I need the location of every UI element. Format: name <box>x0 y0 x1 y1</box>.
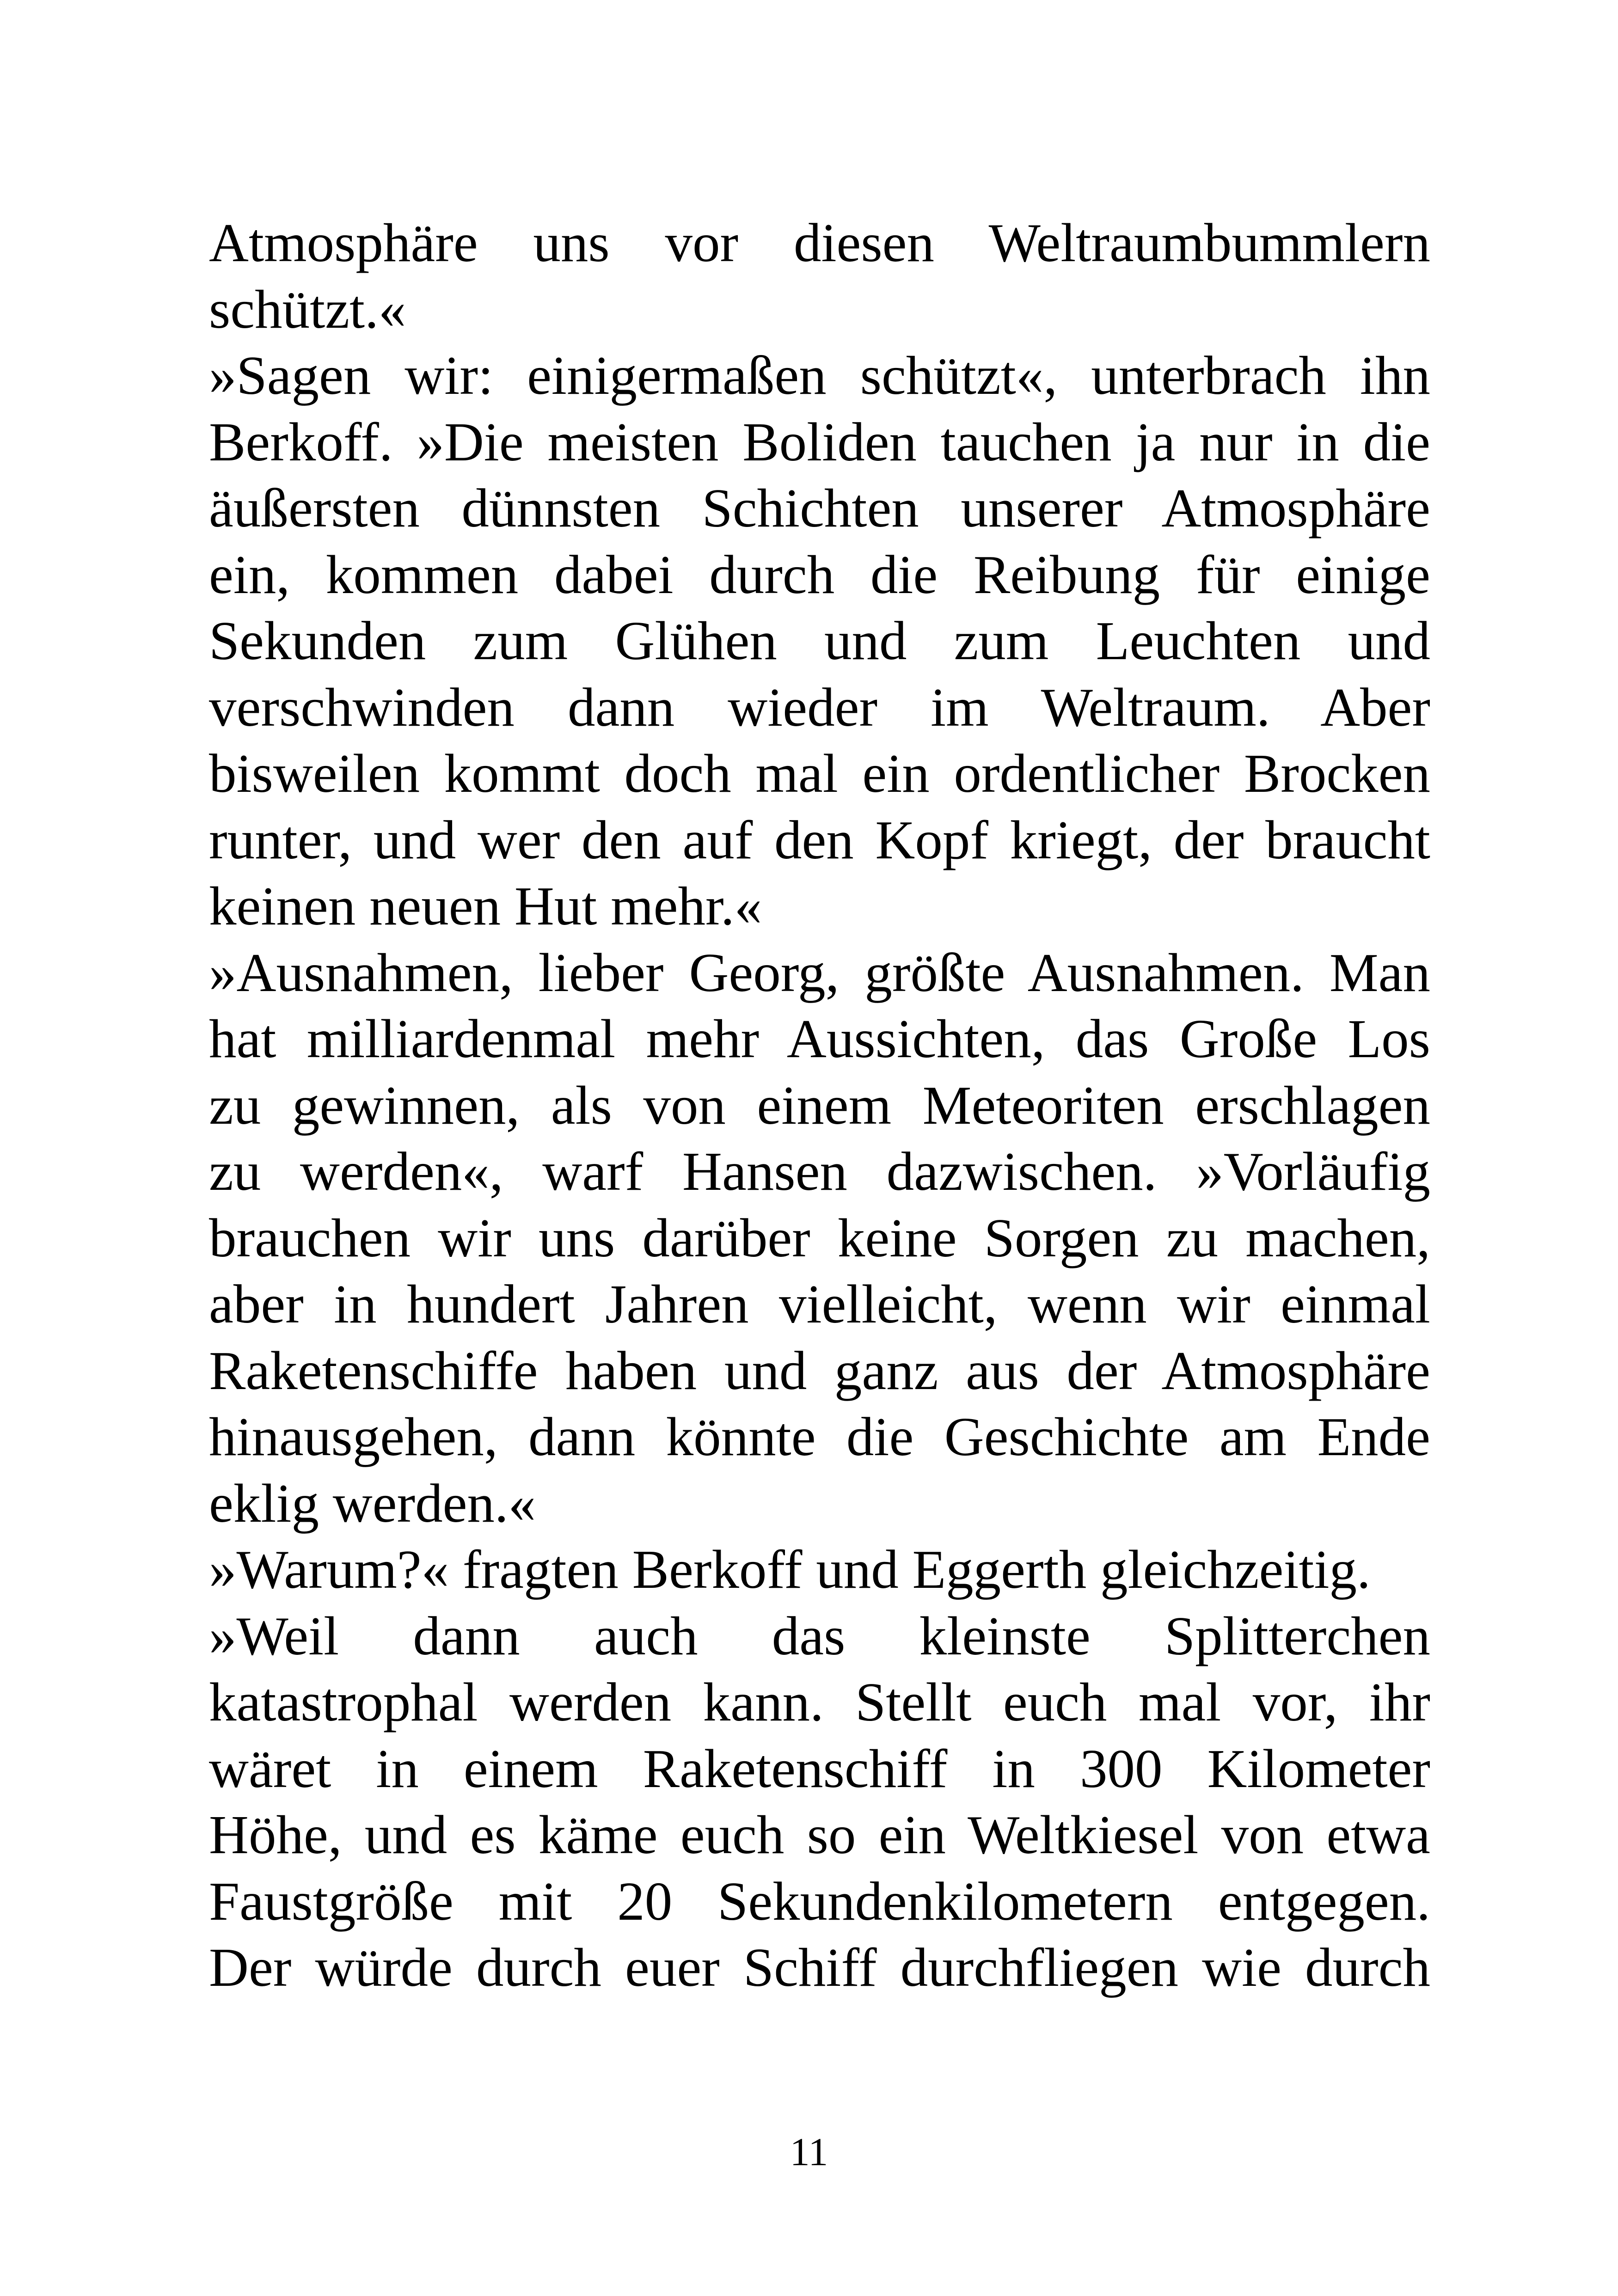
text-line: »Warum?« fragten Berkoff und Eggerth gleichzeitig. <box>209 1539 1371 1600</box>
page-number: 11 <box>790 2130 828 2174</box>
body-text <box>209 210 1430 2001</box>
text-line: katastrophal werden kann. Stellt euch mal vor, ihr <box>209 1671 1430 1733</box>
text-line: zu werden«, warf Hansen dazwischen. »Vorläufig <box>209 1141 1430 1202</box>
text-line: Der würde durch euer Schiff durchfliegen wie durch <box>209 1937 1430 1998</box>
text-line: äußersten dünnsten Schichten unserer Atmosphäre <box>209 478 1430 539</box>
text-line: Raketenschiffe haben und ganz aus der Atmosphäre <box>209 1340 1430 1401</box>
text-line: schützt.« <box>209 278 406 340</box>
text-line: zu gewinnen, als von einem Meteoriten erschlagen <box>209 1074 1430 1136</box>
text-line: Sekunden zum Glühen und zum Leuchten und <box>209 610 1430 671</box>
text-line: eklig werden.« <box>209 1472 536 1534</box>
text-line: hinausgehen, dann könnte die Geschichte am Ende <box>209 1406 1430 1467</box>
text-line: verschwinden dann wieder im Weltraum. Aber <box>209 676 1430 738</box>
text-line: hat milliardenmal mehr Aussichten, das Große Los <box>209 1008 1430 1069</box>
text-line: Berkoff. »Die meisten Boliden tauchen ja nur in die <box>209 411 1430 472</box>
text-line: »Sagen wir: einigermaßen schützt«, unterbrach ihn <box>209 345 1430 406</box>
text-line: »Weil dann auch das kleinste Splitterchen <box>209 1605 1430 1666</box>
text-line: wäret in einem Raketenschiff in 300 Kilometer <box>209 1738 1430 1799</box>
text-line: brauchen wir uns darüber keine Sorgen zu machen, <box>209 1207 1430 1268</box>
text-line: ein, kommen dabei durch die Reibung für einige <box>209 544 1430 605</box>
text-line: Höhe, und es käme euch so ein Weltkiesel von etwa <box>209 1804 1430 1865</box>
text-line: runter, und wer den auf den Kopf kriegt, der braucht <box>209 809 1430 870</box>
text-line: keinen neuen Hut mehr.« <box>209 876 762 937</box>
text-line: aber in hundert Jahren vielleicht, wenn wir einmal <box>209 1274 1430 1335</box>
text-line: Atmosphäre uns vor diesen Weltraumbummlern <box>209 212 1430 273</box>
text-line: »Ausnahmen, lieber Georg, größte Ausnahmen. Man <box>209 942 1430 1003</box>
text-line: Faustgröße mit 20 Sekundenkilometern entgegen. <box>209 1870 1430 1932</box>
text-line: bisweilen kommt doch mal ein ordentlicher Brocken <box>209 743 1430 804</box>
